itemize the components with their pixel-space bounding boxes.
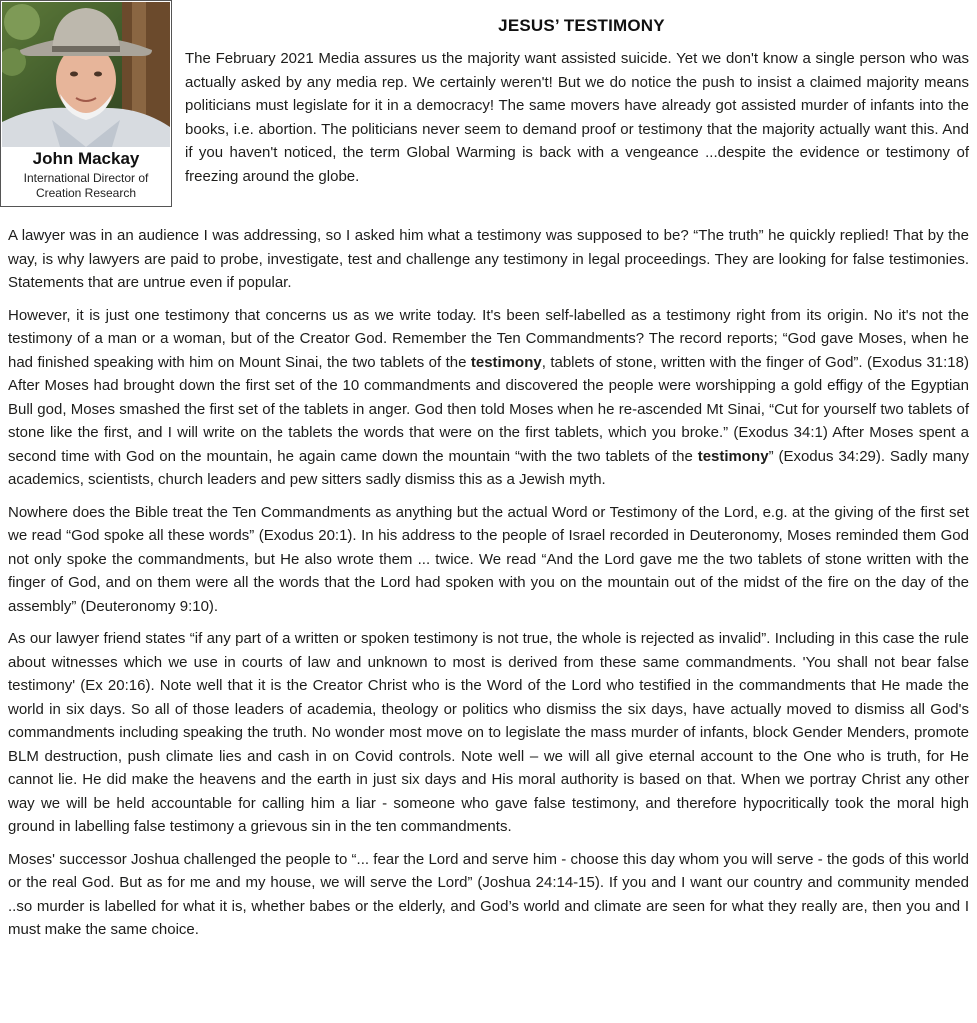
author-role-line-2: Creation Research — [35, 186, 137, 200]
paragraph-commandments: However, it is just one testimony that concerns us as we write today. It's been self-labelled as a testimony right from its origin. No it's not the testimony of a man or a woman, but of the Creator God. Remember the Ten Commandments? The record reports; “God gave Moses, when he had finished speaking with him on Mount Sinai, the two tablets of the testimony, tablets of stone, written with the finger of God”. (Exodus 31:18) After Moses had brought down the first set of the 10 commandments and discovered the people were worshipping a gold effigy of the Egyptian Bull god, Moses smashed the first set of the tablets in anger. God then told Moses when he re-ascended Mt Sinai, “Cut for yourself two tablets of stone like the first, and I will write on the tablets the words that were on the first tablets, which you broke.” (Exodus 34:1) After Moses spent a second time with God on the mountain, he again came down the mountain “with the two tablets of the testimony” (Exodus 34:29). Sadly many academics, scientists, church leaders and pew sitters sadly dismiss this as a Jewish myth. — [8, 306, 970, 488]
paragraph-joshua: Moses' successor Joshua challenged the people to “... fear the Lord and serve him - choose this day whom you will serve - the gods of this world or the real God. But as for me and my house, we will serve the Lord” (Joshua 24:14-15). If you and I want our country and community mended ..so murder is labelled for what it is, whether babes or the elderly, and God’s world and climate are seen for what they really are, then you and I must make the same choice. — [8, 850, 969, 938]
bold-testimony: testimony — [697, 447, 769, 465]
paragraph-lawyer: A lawyer was in an audience I was addressing, so I asked him what a testimony was supposed to be? “The truth” he quickly replied! That by the way, is why lawyers are paid to probe, investigate, test and challenge any testimony in legal proceedings. They are looking for false testimonies. Statements that are untrue even if popular. — [8, 227, 969, 291]
bold-testimony: testimony — [470, 353, 542, 371]
paragraph-invalid-testimony: As our lawyer friend states “if any part of a written or spoken testimony is not true, the whole is rejected as invalid”. Including in this case the rule about witnesses which we use in courts of law and unknown to most is derived from these same commandments. 'You shall not bear false testimony' (Ex 20:16). Note well that it is the Creator Christ who is the Word of the Lord who testified in the commandments that He made the world in six days. So all of those leaders of academia, theology or politics who dismiss the six days, have actually moved to dismiss all God's commandments including speaking the truth. No wonder most move on to legislate the mass murder of infants, block Gender Menders, promote BLM destruction, push climate lies and cash in on Covid controls. Note well – we will all give eternal account to the One who is truth, for He cannot lie. He did make the heavens and the earth in just six days and His moral authority is based on that. When we portray Christ any other way we will be held accountable for calling him a liar - someone who gave false testimony, and therefore hypocritically took the moral high ground in labelling false testimony a grievous sin in the ten commandments. — [8, 630, 969, 835]
intro-paragraph: The February 2021 Media assures us the majority want assisted suicide. Yet we don't know a single person who was actually asked by any media rep. We certainly weren't! But we do notice the push to insist a claimed majority means politicians must legislate for it in a democracy! The same movers have already got assisted murder of infants into the books, i.e. abortion. The politicians never seem to demand proof or testimony that the majority actually want this. And if you haven't noticed, the term Global Warming is back with a vengeance ...despite the evidence or testimony of freezing around the globe. — [185, 50, 969, 185]
author-name: John Mackay — [32, 149, 140, 168]
article-body — [8, 224, 969, 951]
article-title: JESUS’ TESTIMONY — [498, 16, 665, 35]
author-box — [0, 0, 172, 207]
author-photo — [2, 2, 170, 147]
paragraph-word-of-lord: Nowhere does the Bible treat the Ten Commandments as anything but the actual Word or Testimony of the Lord, e.g. at the giving of the first set we read “God spoke all these words” (Exodus 20:1). In his address to the people of Israel recorded in Deuteronomy, Moses reminded them God not only spoke the commandments, but He also wrote them ... twice. We read “And the Lord gave me the two tablets of stone written with the finger of God, and on them were all the words that the Lord had spoken with you on the mountain out of the midst of the fire on the day of the assembly” (Deuteronomy 9:10). — [8, 503, 969, 615]
author-role — [1, 171, 171, 201]
author-role-line-1: International Director of — [23, 171, 149, 185]
author-portrait-image — [2, 2, 170, 147]
